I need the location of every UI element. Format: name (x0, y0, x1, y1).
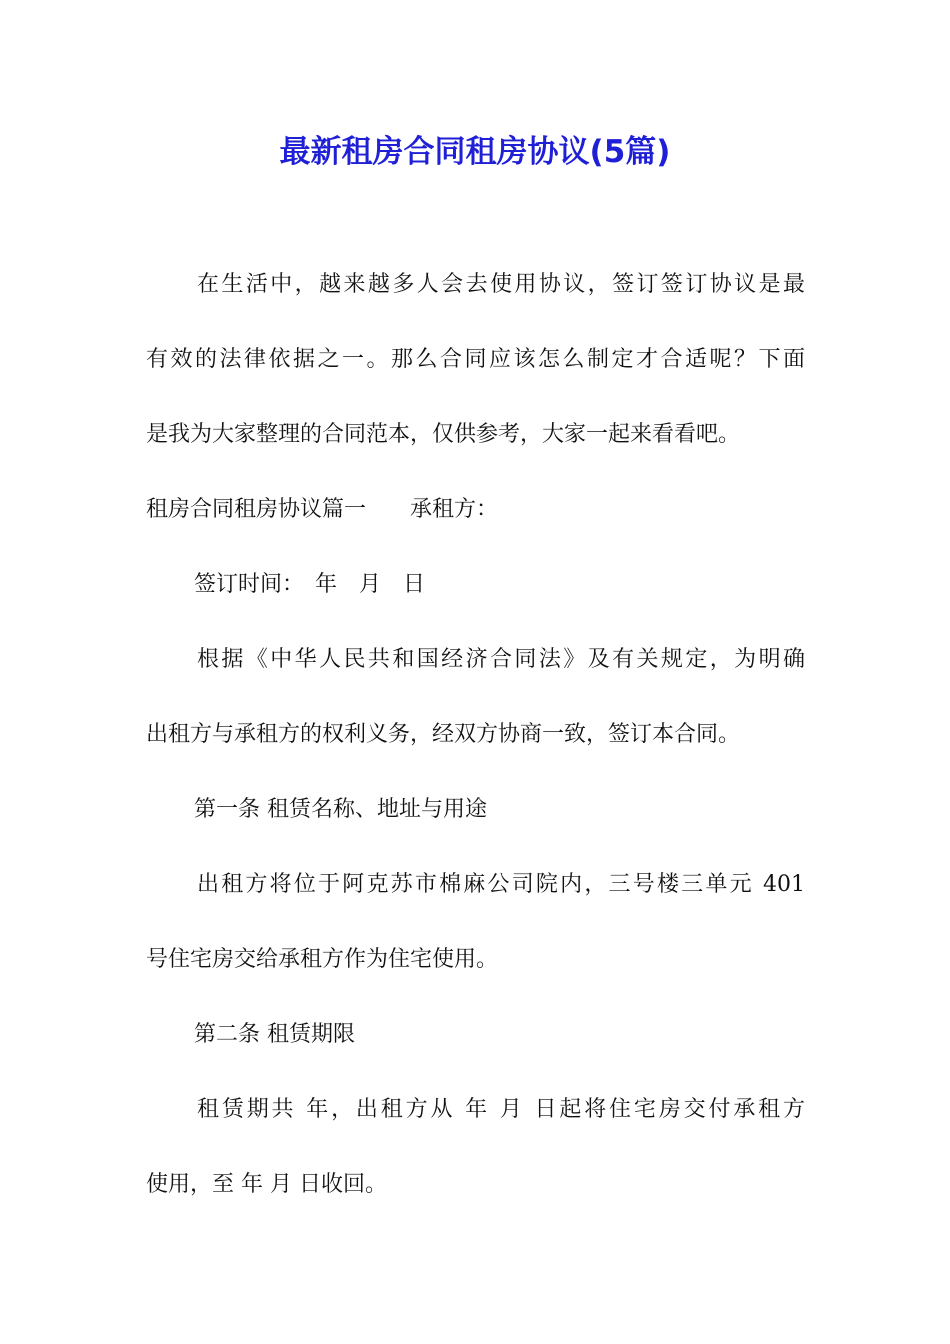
article-heading: 第一条 租赁名称、地址与用途 (194, 797, 487, 822)
document-title: 最新租房合同租房协议(5篇) (279, 134, 671, 170)
paragraph-line: 租赁期共 年，出租方从 年 月 日起将住宅房交付承租方 (197, 1097, 805, 1122)
paragraph-line: 出租方将位于阿克苏市棉麻公司院内，三号楼三单元 401 (197, 872, 805, 897)
paragraph-line: 有效的法律依据之一。那么合同应该怎么制定才合适呢？下面 (146, 347, 805, 372)
paragraph-line: 根据《中华人民共和国经济合同法》及有关规定，为明确 (197, 647, 805, 672)
paragraph-line: 号住宅房交给承租方作为住宅使用。 (146, 947, 499, 972)
article-heading: 第二条 租赁期限 (194, 1022, 355, 1047)
paragraph-line: 使用，至 年 月 日收回。 (146, 1172, 387, 1197)
paragraph-line: 签订时间： 年 月 日 (194, 572, 426, 597)
paragraph-line: 在生活中，越来越多人会去使用协议，签订签订协议是最 (197, 272, 805, 297)
paragraph-line: 出租方与承租方的权利义务，经双方协商一致，签订本合同。 (146, 722, 741, 747)
section-heading: 租房合同租房协议篇一 承租方： (146, 497, 499, 522)
paragraph-line: 是我为大家整理的合同范本，仅供参考，大家一起来看看吧。 (146, 422, 741, 447)
